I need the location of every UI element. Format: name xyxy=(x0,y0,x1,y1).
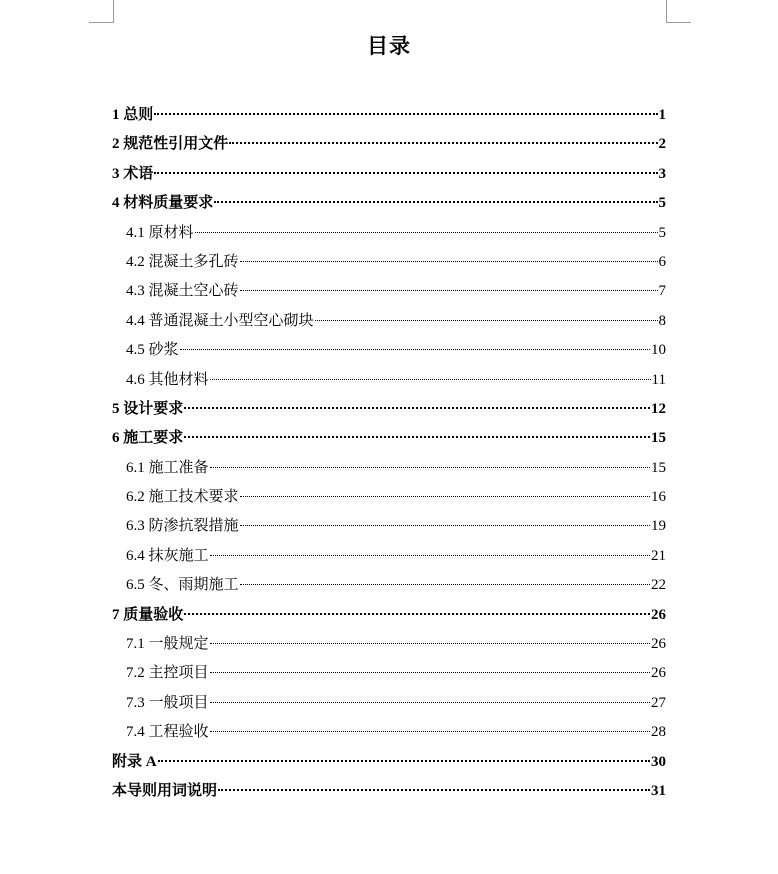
toc-dot-leader xyxy=(154,171,657,174)
toc-entry-label: 4 材料质量要求 xyxy=(112,195,214,212)
toc-dot-leader xyxy=(210,466,650,468)
toc-entry[interactable] xyxy=(112,689,666,718)
toc-entry-label: 6.5 冬、雨期施工 xyxy=(126,577,239,594)
toc-dot-leader xyxy=(240,524,650,526)
toc-entry-page-number: 3 xyxy=(658,165,666,182)
toc-entry[interactable] xyxy=(112,571,666,600)
toc-entry[interactable] xyxy=(112,718,666,747)
toc-entry-page-number: 6 xyxy=(658,253,666,270)
toc-entry-label: 6.2 施工技术要求 xyxy=(126,489,239,506)
toc-entry[interactable] xyxy=(112,219,666,248)
toc-entry-page-number: 5 xyxy=(658,224,666,241)
toc-entry-label: 3 术语 xyxy=(112,165,154,182)
toc-entry-page-number: 28 xyxy=(651,724,666,741)
page-corner-mark-top-left xyxy=(89,0,114,23)
toc-entry-label: 4.1 原材料 xyxy=(126,224,194,241)
toc-entry-page-number: 30 xyxy=(651,753,666,770)
toc-entry[interactable] xyxy=(112,659,666,688)
toc-dot-leader xyxy=(210,378,651,380)
toc-entry-label: 4.3 混凝土空心砖 xyxy=(126,283,239,300)
toc-entry-label: 附录 A xyxy=(112,753,157,770)
toc-dot-leader xyxy=(154,112,657,115)
toc-entry-page-number: 5 xyxy=(658,195,666,212)
toc-entry-page-number: 26 xyxy=(651,606,666,623)
toc-entry-page-number: 15 xyxy=(651,430,666,447)
toc-entry-page-number: 26 xyxy=(651,636,666,653)
toc-entry[interactable] xyxy=(112,601,666,630)
toc-entry[interactable] xyxy=(112,542,666,571)
toc-entry[interactable] xyxy=(112,336,666,365)
toc-entry[interactable] xyxy=(112,454,666,483)
toc-entry-page-number: 31 xyxy=(651,782,666,799)
toc-entry[interactable] xyxy=(112,307,666,336)
toc-entry-label: 4.2 混凝土多孔砖 xyxy=(126,253,239,270)
toc-entry-label: 4.5 砂浆 xyxy=(126,342,179,359)
toc-dot-leader xyxy=(210,701,650,703)
toc-entry[interactable] xyxy=(112,748,666,777)
toc-entry-page-number: 15 xyxy=(651,459,666,476)
toc-entry[interactable] xyxy=(112,424,666,453)
toc-entry-label: 1 总则 xyxy=(112,107,154,123)
toc-entry[interactable] xyxy=(112,248,666,277)
toc-entry-label: 7.3 一般项目 xyxy=(126,694,209,711)
toc-entry-page-number: 10 xyxy=(651,342,666,359)
toc-entry-label: 2 规范性引用文件 xyxy=(112,136,229,153)
toc-dot-leader xyxy=(195,231,658,233)
toc-entry-label: 5 设计要求 xyxy=(112,400,184,417)
toc-entry[interactable] xyxy=(112,160,666,189)
toc-entry-page-number: 2 xyxy=(658,136,666,153)
toc-entry-page-number: 12 xyxy=(651,400,666,417)
toc-entry[interactable] xyxy=(112,395,666,424)
toc-entry[interactable] xyxy=(112,101,666,130)
toc-entry-page-number: 22 xyxy=(651,577,666,594)
toc-entry-page-number: 21 xyxy=(651,547,666,564)
toc-entry-label: 7.1 一般规定 xyxy=(126,636,209,653)
toc-dot-leader xyxy=(240,260,658,262)
toc-entry[interactable] xyxy=(112,277,666,306)
page-corner-mark-top-right xyxy=(666,0,691,23)
toc-dot-leader xyxy=(315,319,658,321)
toc-entry-page-number: 11 xyxy=(651,371,666,388)
toc-entry-label: 6.4 抹灰施工 xyxy=(126,547,209,564)
toc-entry-page-number: 7 xyxy=(658,283,666,300)
toc-entry[interactable] xyxy=(112,777,666,806)
toc-entry-label: 7.2 主控项目 xyxy=(126,665,209,682)
toc-entry-page-number: 19 xyxy=(651,518,666,535)
toc-entry-page-number: 27 xyxy=(651,694,666,711)
toc-dot-leader xyxy=(158,759,650,762)
toc-dot-leader xyxy=(184,435,650,438)
toc-dot-leader xyxy=(210,642,650,644)
toc-entry-page-number: 1 xyxy=(658,107,666,123)
table-of-contents xyxy=(112,101,666,806)
toc-entry[interactable] xyxy=(112,189,666,218)
toc-dot-leader xyxy=(229,141,657,144)
toc-dot-leader xyxy=(184,406,650,409)
toc-dot-leader xyxy=(214,200,657,203)
toc-dot-leader xyxy=(240,495,650,497)
toc-dot-leader xyxy=(210,671,650,673)
toc-dot-leader xyxy=(240,583,650,585)
toc-entry[interactable] xyxy=(112,366,666,395)
toc-entry[interactable] xyxy=(112,130,666,159)
toc-dot-leader xyxy=(240,289,658,291)
toc-dot-leader xyxy=(180,348,650,350)
toc-entry-label: 7 质量验收 xyxy=(112,606,184,623)
toc-entry-label: 6 施工要求 xyxy=(112,430,184,447)
page-title: 目录 xyxy=(367,34,411,58)
toc-entry-page-number: 16 xyxy=(651,489,666,506)
toc-entry[interactable] xyxy=(112,483,666,512)
toc-dot-leader xyxy=(210,554,650,556)
toc-entry-label: 7.4 工程验收 xyxy=(126,724,209,741)
toc-entry-label: 4.4 普通混凝土小型空心砌块 xyxy=(126,312,314,329)
toc-entry-label: 本导则用词说明 xyxy=(112,782,218,799)
toc-dot-leader xyxy=(210,730,650,732)
toc-entry[interactable] xyxy=(112,630,666,659)
toc-dot-leader xyxy=(218,788,650,791)
toc-entry-label: 6.1 施工准备 xyxy=(126,459,209,476)
toc-dot-leader xyxy=(184,612,650,615)
toc-entry-page-number: 26 xyxy=(651,665,666,682)
toc-entry-label: 4.6 其他材料 xyxy=(126,371,209,388)
toc-entry-label: 6.3 防渗抗裂措施 xyxy=(126,518,239,535)
toc-entry[interactable] xyxy=(112,512,666,541)
toc-entry-page-number: 8 xyxy=(658,312,666,329)
